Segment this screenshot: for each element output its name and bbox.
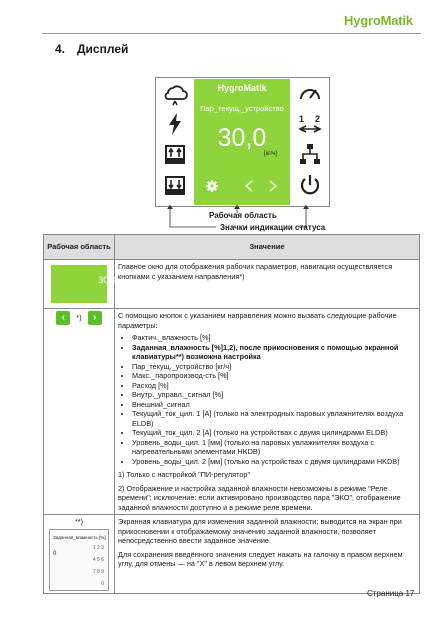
power-icon[interactable] xyxy=(297,172,323,198)
fill-icon[interactable] xyxy=(162,141,188,167)
keypad-thumbnail: Заданная_влажность [%] 0 1 2 3 4 5 6 7 8 9 0 xyxy=(49,529,109,591)
row3-text-2: Для сохранения введённого значения следует нажать на галочку в правом верхнем углу, для отмены — на "Х" в левом верхнем углу. xyxy=(118,549,403,568)
list-item: • Пар_текущ._устройство [кг/ч] xyxy=(132,362,416,372)
humidifier-icon[interactable] xyxy=(162,81,188,107)
gear-icon[interactable] xyxy=(205,179,219,193)
list-item: • Заданная_влажность [%]1,2), после прикосновения с помощью экранной клавиатуры**) возможна настройка xyxy=(132,343,416,362)
list-item: • Макс._паропроизвод-сть [%] xyxy=(132,371,416,381)
svg-text:2: 2 xyxy=(315,114,321,124)
work-area xyxy=(194,79,290,205)
list-item: • Текущий_ток_цил. 2 [А] (только на устройствах с двумя цилиндрами ELDB) xyxy=(132,428,416,438)
list-item: • Уровень_воды_цил. 1 [мм] (только на паровых увлажнителях воздуха с нагревательными элементами HKDB) xyxy=(132,438,416,457)
display-logo: HygroMatik xyxy=(217,83,267,93)
steam-distribution-icon[interactable] xyxy=(297,111,323,137)
section-heading: 4. Дисплей xyxy=(55,42,129,56)
device-display xyxy=(155,77,330,207)
status-icons-callout: Значки индикации статуса xyxy=(220,223,326,232)
lightning-icon[interactable] xyxy=(162,111,188,137)
arrow-left-icon: ‹ xyxy=(56,311,70,325)
row1-text: Главное окно для отображения рабочих параметров, навигация осуществляется кнопками с указанием направления*) xyxy=(115,260,420,309)
network-icon[interactable] xyxy=(297,141,323,167)
parameter-list xyxy=(118,333,416,466)
list-item: • Внутр._управл._сигнал [%] xyxy=(132,390,416,400)
list-item: • Текущий_ток_цил. 1 [А] (только на электродных паровых увлажнителях воздуха ELDB) xyxy=(132,409,416,428)
row3-text-1: Экранная клавиатура для изменения заданной влажности; выводится на экран при прикосновении к отображаемому значению заданной влажности, позволяет непосредственно ввести заданное значение. xyxy=(118,517,402,545)
parameter-value[interactable]: 30,0 xyxy=(217,124,267,152)
col-header-meaning: Значение xyxy=(115,235,420,260)
table-row xyxy=(44,260,420,309)
arrow-right-icon: › xyxy=(88,311,102,325)
row3-marker: **) xyxy=(74,517,84,526)
table-row xyxy=(44,309,420,515)
list-item: • Внешний_сигнал xyxy=(132,400,416,410)
brand-logo: HygroMatik xyxy=(344,13,413,28)
list-item: • Расход [%] xyxy=(132,381,416,391)
footnote-2: 2) Отображение и настройка заданной влажности невозможны в режиме "Реле времени"; исключение: если активировано производство пара "ЭКО", отображение заданной влажности доступно и в режиме реле времени. xyxy=(118,483,401,512)
row2-intro: С помощью кнопок с указанием направления можно вызвать следующие рабочие параметры: xyxy=(118,311,397,330)
row2-marker: *) xyxy=(76,313,82,322)
parameter-label: Пар_текущ._устройство xyxy=(200,104,284,113)
table-row xyxy=(44,515,420,594)
svg-text:1: 1 xyxy=(299,114,305,124)
list-item: • Фактич._влажность [%] xyxy=(132,333,416,343)
gauge-icon[interactable] xyxy=(297,81,323,107)
parameters-table xyxy=(43,234,420,594)
parameter-unit: [кг/ч] xyxy=(264,151,277,157)
list-item: • Уровень_воды_цил. 2 [мм] (только на устройствах с двумя цилиндрами HKDB) xyxy=(132,457,416,467)
footnote-1: 1) Только с настройкой "ПИ-регулятор" xyxy=(118,470,251,479)
col-header-area: Рабочая область xyxy=(44,235,115,260)
page-number: Страница 17 xyxy=(367,589,415,598)
arrow-right-icon[interactable] xyxy=(268,180,278,192)
main-screen-thumbnail: 30,0 xyxy=(51,265,107,303)
header-rule xyxy=(42,33,421,34)
work-area-callout: Рабочая область xyxy=(209,211,277,220)
arrow-left-icon[interactable] xyxy=(244,180,254,192)
drain-icon[interactable] xyxy=(162,172,188,198)
